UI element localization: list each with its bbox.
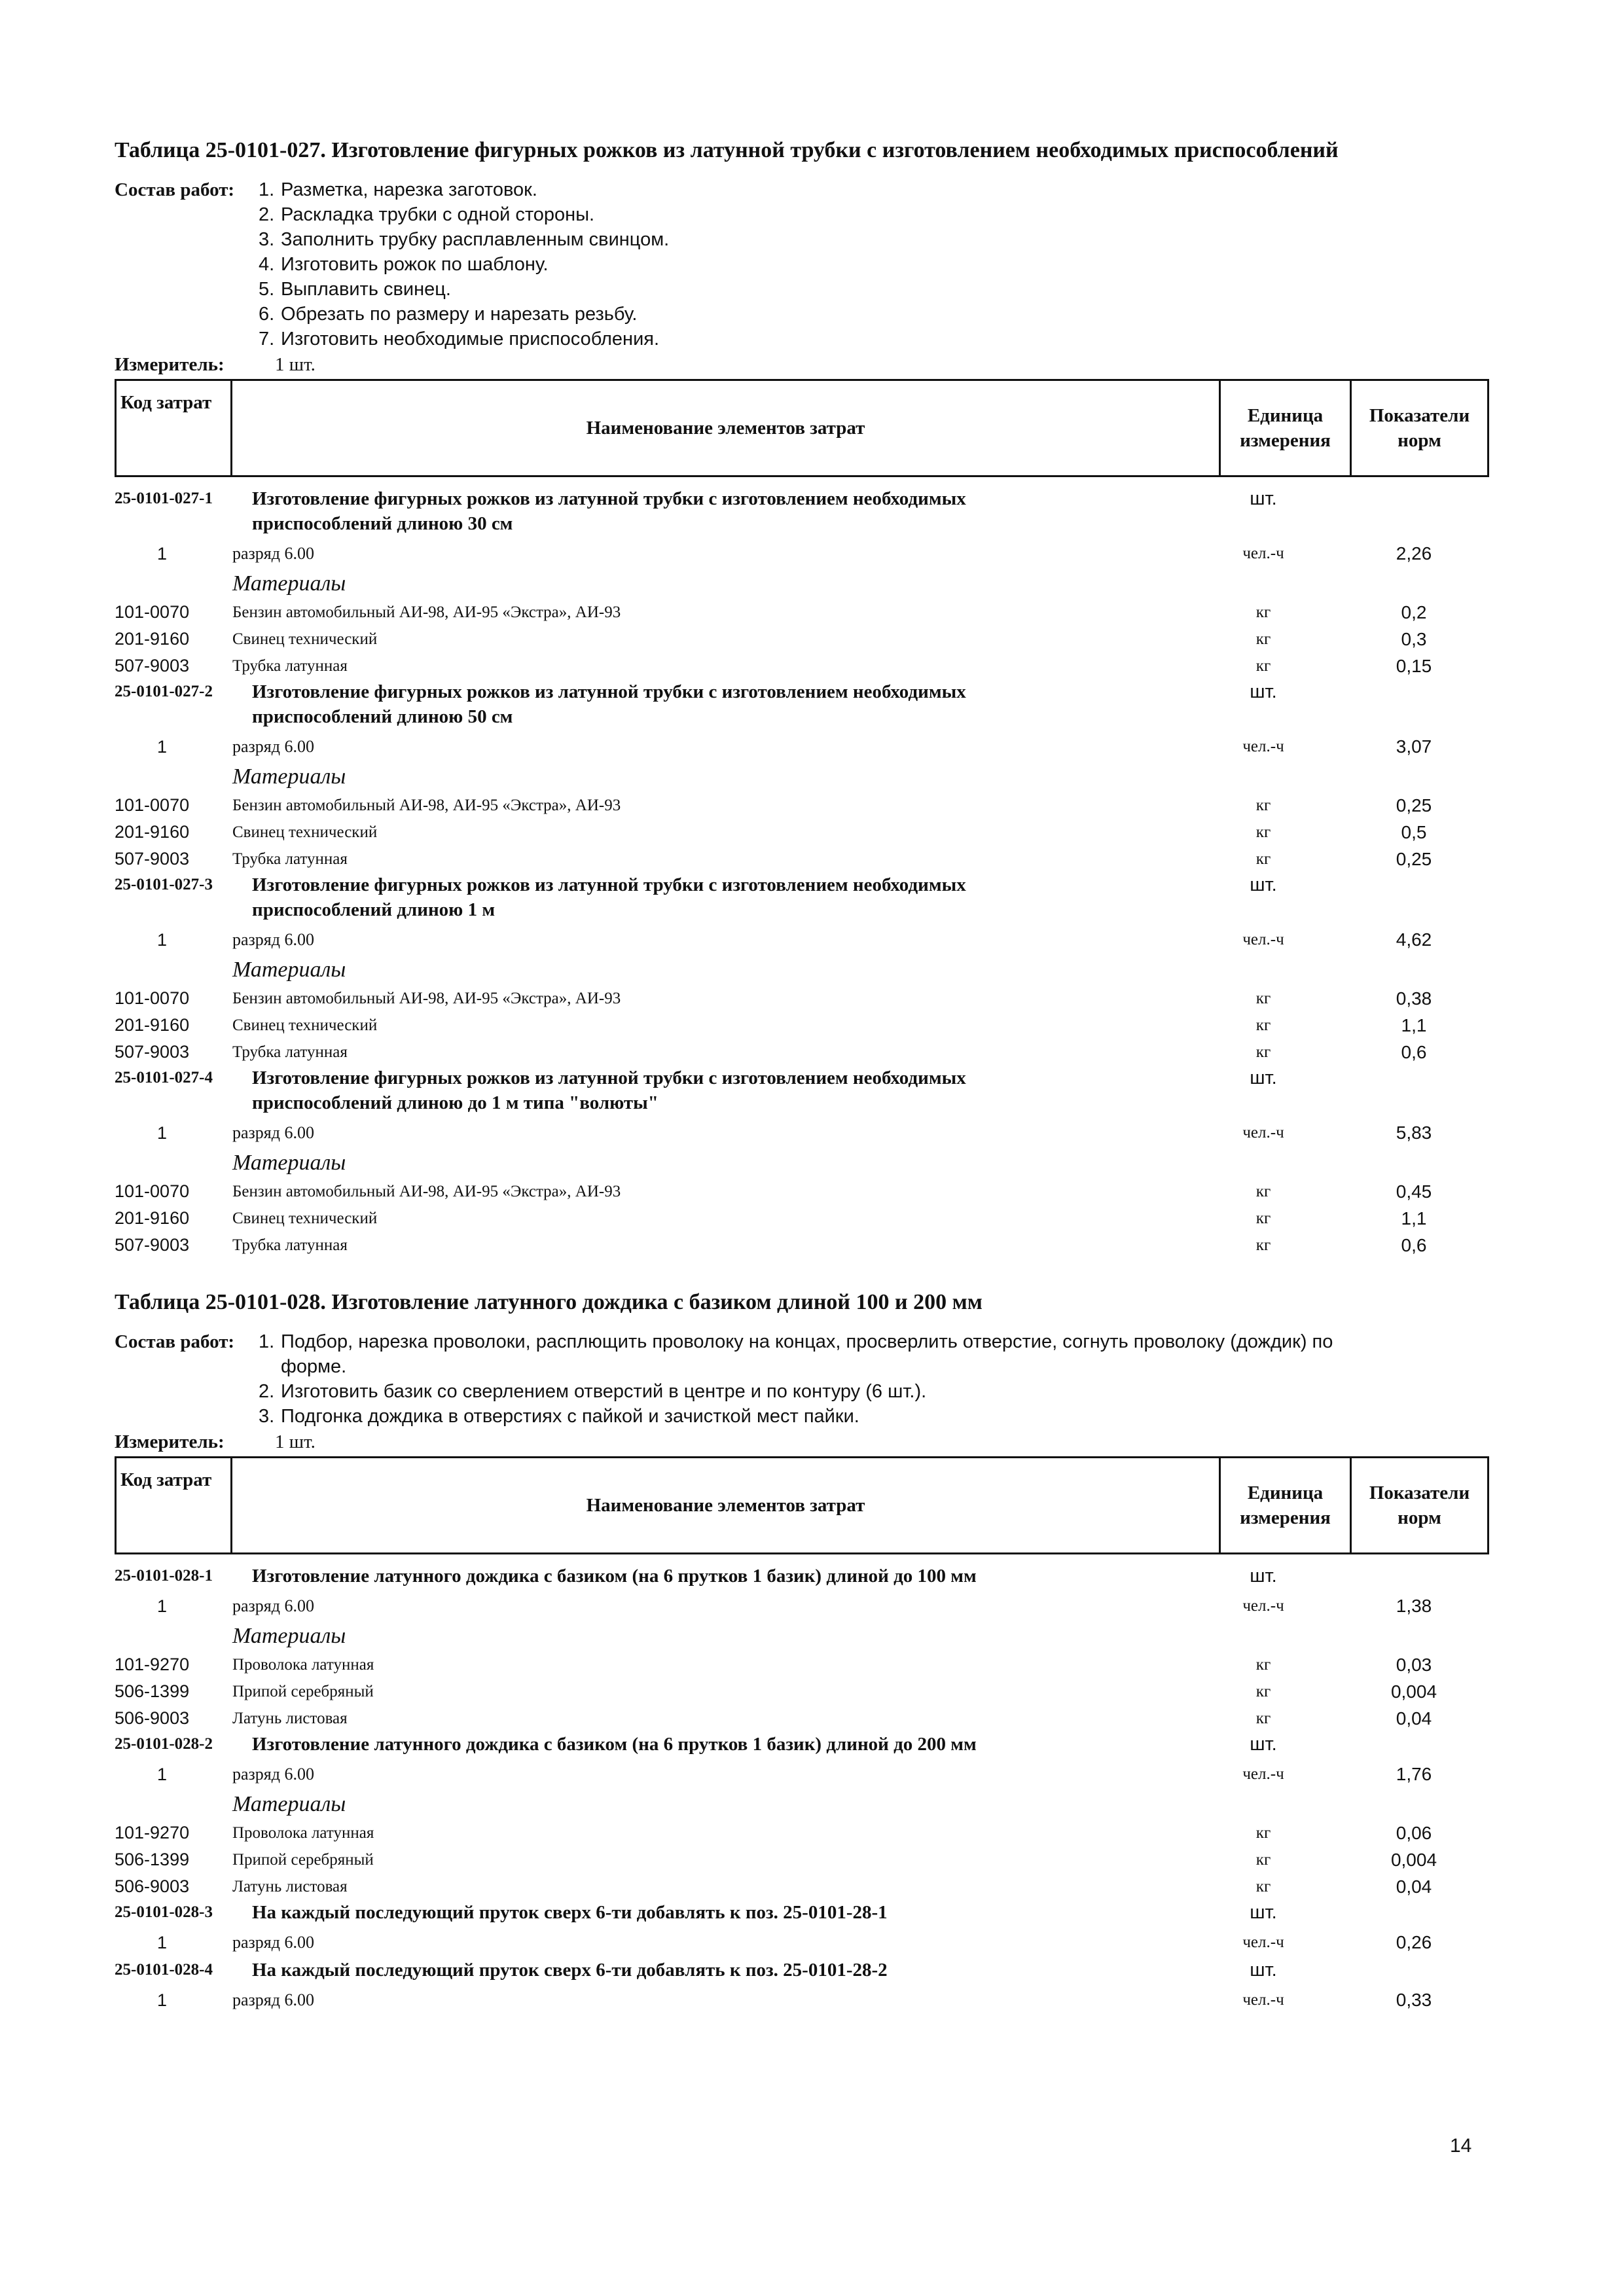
table-row: 101-0070 Бензин автомобильный АИ-98, АИ-95 «Экстра», АИ-93 кг 0,25 bbox=[115, 795, 1432, 816]
composition-item: 1. Разметка, нарезка заготовок. bbox=[259, 179, 537, 200]
table-row bbox=[115, 1958, 1489, 1985]
table-row: 1 разряд 6.00 чел.-ч 5,83 bbox=[156, 1122, 1432, 1143]
table-row: 1 разряд 6.00 чел.-ч 4,62 bbox=[156, 929, 1432, 950]
header-unit: Единица измерения bbox=[1220, 380, 1351, 476]
table-row: 1 разряд 6.00 чел.-ч 1,38 bbox=[156, 1596, 1432, 1616]
row-unit: шт. bbox=[1250, 1734, 1277, 1755]
composition-list bbox=[259, 177, 1489, 351]
row-code: 25-0101-027-4 bbox=[115, 1069, 213, 1086]
row-unit: шт. bbox=[1250, 1902, 1277, 1923]
row-code: 25-0101-028-3 bbox=[115, 1903, 213, 1921]
measure-row bbox=[115, 1429, 1489, 1455]
table-row: 1 разряд 6.00 чел.-ч 1,76 bbox=[156, 1764, 1432, 1784]
table-section-028 bbox=[115, 1286, 1489, 2015]
table-header bbox=[115, 379, 1489, 477]
table-body bbox=[115, 1564, 1489, 2015]
row-name: На каждый последующий пруток сверх 6-ти добавлять к поз. 25-0101-28-2 bbox=[252, 1960, 888, 1981]
row-code: 25-0101-027-1 bbox=[115, 490, 213, 507]
table-row: 507-9003 Трубка латунная кг 0,25 bbox=[115, 849, 1432, 869]
composition-list bbox=[259, 1329, 1489, 1429]
header-unit: Единица измерения bbox=[1220, 1458, 1351, 1554]
table-row: 506-1399 Припой серебряный кг 0,004 bbox=[115, 1681, 1437, 1702]
composition-item: 3. Подгонка дождика в отверстиях с пайкой и зачисткой мест пайки. bbox=[259, 1406, 859, 1427]
work-composition bbox=[115, 1329, 1489, 1429]
table-body bbox=[115, 486, 1489, 1259]
header-norm: Показатели норм bbox=[1351, 380, 1489, 476]
table-row bbox=[115, 1066, 1489, 1118]
composition-item: 5. Выплавить свинец. bbox=[259, 279, 451, 300]
materials-heading: Материалы bbox=[232, 1792, 346, 1816]
table-row: 101-9270 Проволока латунная кг 0,03 bbox=[115, 1655, 1432, 1675]
composition-item: 2. Изготовить базик со сверлением отверстий в центре и по контуру (6 шт.). bbox=[259, 1381, 927, 1402]
work-composition bbox=[115, 177, 1489, 351]
row-name: Изготовление латунного дождика с базиком (на 6 прутков 1 базик) длиной до 100 мм bbox=[252, 1566, 977, 1587]
table-row: 507-9003 Трубка латунная кг 0,15 bbox=[115, 656, 1432, 676]
table-row: 201-9160 Свинец технический кг 0,5 bbox=[115, 822, 1427, 842]
composition-item: 3. Заполнить трубку расплавленным свинцом. bbox=[259, 229, 670, 250]
header-code: Код затрат bbox=[116, 1458, 232, 1554]
row-name: Изготовление фигурных рожков из латунной трубки с изготовлением необходимых приспособлений длиною 50 см bbox=[252, 681, 966, 727]
composition-item: 7. Изготовить необходимые приспособления. bbox=[259, 329, 660, 350]
materials-heading: Материалы bbox=[232, 1624, 346, 1648]
row-code: 25-0101-027-2 bbox=[115, 683, 213, 700]
measure-label: Измеритель: bbox=[115, 354, 225, 375]
measure-value: 1 шт. bbox=[275, 1431, 316, 1452]
table-header bbox=[115, 1456, 1489, 1554]
row-code: 25-0101-028-1 bbox=[115, 1567, 213, 1585]
materials-heading: Материалы bbox=[232, 571, 346, 596]
row-unit: шт. bbox=[1250, 1960, 1277, 1981]
table-title: Таблица 25-0101-027. Изготовление фигурных рожков из латунной трубки с изготовлением необходимых приспособлений bbox=[115, 138, 1339, 162]
table-row: 1 разряд 6.00 чел.-ч 0,26 bbox=[156, 1932, 1432, 1952]
header-code: Код затрат bbox=[116, 380, 232, 476]
row-name: Изготовление латунного дождика с базиком (на 6 прутков 1 базик) длиной до 200 мм bbox=[252, 1734, 977, 1755]
table-row: 507-9003 Трубка латунная кг 0,6 bbox=[115, 1235, 1427, 1255]
table-row: 201-9160 Свинец технический кг 1,1 bbox=[115, 1015, 1427, 1035]
row-name: Изготовление фигурных рожков из латунной трубки с изготовлением необходимых приспособлений длиною до 1 м типа "волюты" bbox=[252, 1067, 966, 1113]
row-unit: шт. bbox=[1250, 1067, 1277, 1088]
row-code: 25-0101-027-3 bbox=[115, 876, 213, 893]
materials-heading: Материалы bbox=[232, 958, 346, 982]
materials-heading: Материалы bbox=[232, 764, 346, 789]
table-row bbox=[115, 1900, 1489, 1928]
table-row: 1 разряд 6.00 чел.-ч 2,26 bbox=[156, 543, 1432, 564]
table-row: 1 разряд 6.00 чел.-ч 3,07 bbox=[156, 736, 1432, 757]
table-row: 507-9003 Трубка латунная кг 0,6 bbox=[115, 1042, 1427, 1062]
table-row bbox=[115, 679, 1489, 732]
table-row: 506-1399 Припой серебряный кг 0,004 bbox=[115, 1850, 1437, 1870]
table-row: 201-9160 Свинец технический кг 1,1 bbox=[115, 1208, 1427, 1229]
table-row: 101-9270 Проволока латунная кг 0,06 bbox=[115, 1823, 1432, 1843]
row-unit: шт. bbox=[1250, 874, 1277, 895]
row-name: Изготовление фигурных рожков из латунной трубки с изготовлением необходимых приспособлений длиною 1 м bbox=[252, 874, 966, 920]
table-row: 201-9160 Свинец технический кг 0,3 bbox=[115, 629, 1427, 649]
composition-label: Состав работ: bbox=[115, 179, 235, 200]
page-number: 14 bbox=[1450, 2135, 1472, 2157]
table-row: 506-9003 Латунь листовая кг 0,04 bbox=[115, 1708, 1432, 1729]
composition-label: Состав работ: bbox=[115, 1331, 235, 1352]
materials-heading: Материалы bbox=[232, 1151, 346, 1175]
table-row: 1 разряд 6.00 чел.-ч 0,33 bbox=[156, 1990, 1432, 2010]
row-unit: шт. bbox=[1250, 1566, 1277, 1587]
row-unit: шт. bbox=[1250, 488, 1277, 509]
measure-row bbox=[115, 351, 1489, 378]
composition-item: 4. Изготовить рожок по шаблону. bbox=[259, 254, 549, 275]
table-row: 101-0070 Бензин автомобильный АИ-98, АИ-95 «Экстра», АИ-93 кг 0,38 bbox=[115, 988, 1432, 1009]
row-name: Изготовление фигурных рожков из латунной трубки с изготовлением необходимых приспособлений длиною 30 см bbox=[252, 488, 966, 534]
table-row: 101-0070 Бензин автомобильный АИ-98, АИ-95 «Экстра», АИ-93 кг 0,45 bbox=[115, 1181, 1432, 1202]
row-code: 25-0101-028-2 bbox=[115, 1735, 213, 1753]
header-name: Наименование элементов затрат bbox=[232, 1458, 1220, 1554]
table-row: 101-0070 Бензин автомобильный АИ-98, АИ-95 «Экстра», АИ-93 кг 0,2 bbox=[115, 602, 1427, 622]
table-row bbox=[115, 486, 1489, 539]
table-section-027 bbox=[115, 134, 1489, 1259]
table-title: Таблица 25-0101-028. Изготовление латунного дождика с базиком длиной 100 и 200 мм bbox=[115, 1290, 983, 1314]
composition-item: 6. Обрезать по размеру и нарезать резьбу. bbox=[259, 304, 638, 325]
measure-value: 1 шт. bbox=[275, 354, 316, 375]
measure-label: Измеритель: bbox=[115, 1431, 225, 1452]
table-row bbox=[115, 872, 1489, 925]
composition-item: 2. Раскладка трубки с одной стороны. bbox=[259, 204, 595, 225]
header-norm: Показатели норм bbox=[1351, 1458, 1489, 1554]
row-code: 25-0101-028-4 bbox=[115, 1961, 213, 1979]
table-row bbox=[115, 1564, 1489, 1591]
table-row: 506-9003 Латунь листовая кг 0,04 bbox=[115, 1876, 1432, 1897]
row-unit: шт. bbox=[1250, 681, 1277, 702]
row-name: На каждый последующий пруток сверх 6-ти добавлять к поз. 25-0101-28-1 bbox=[252, 1902, 888, 1923]
composition-item: 1. Подбор, нарезка проволоки, расплющить проволоку на концах, просверлить отверстие, согнуть проволоку (дождик) по форме. bbox=[259, 1331, 1333, 1377]
header-name: Наименование элементов затрат bbox=[232, 380, 1220, 476]
table-row bbox=[115, 1732, 1489, 1759]
